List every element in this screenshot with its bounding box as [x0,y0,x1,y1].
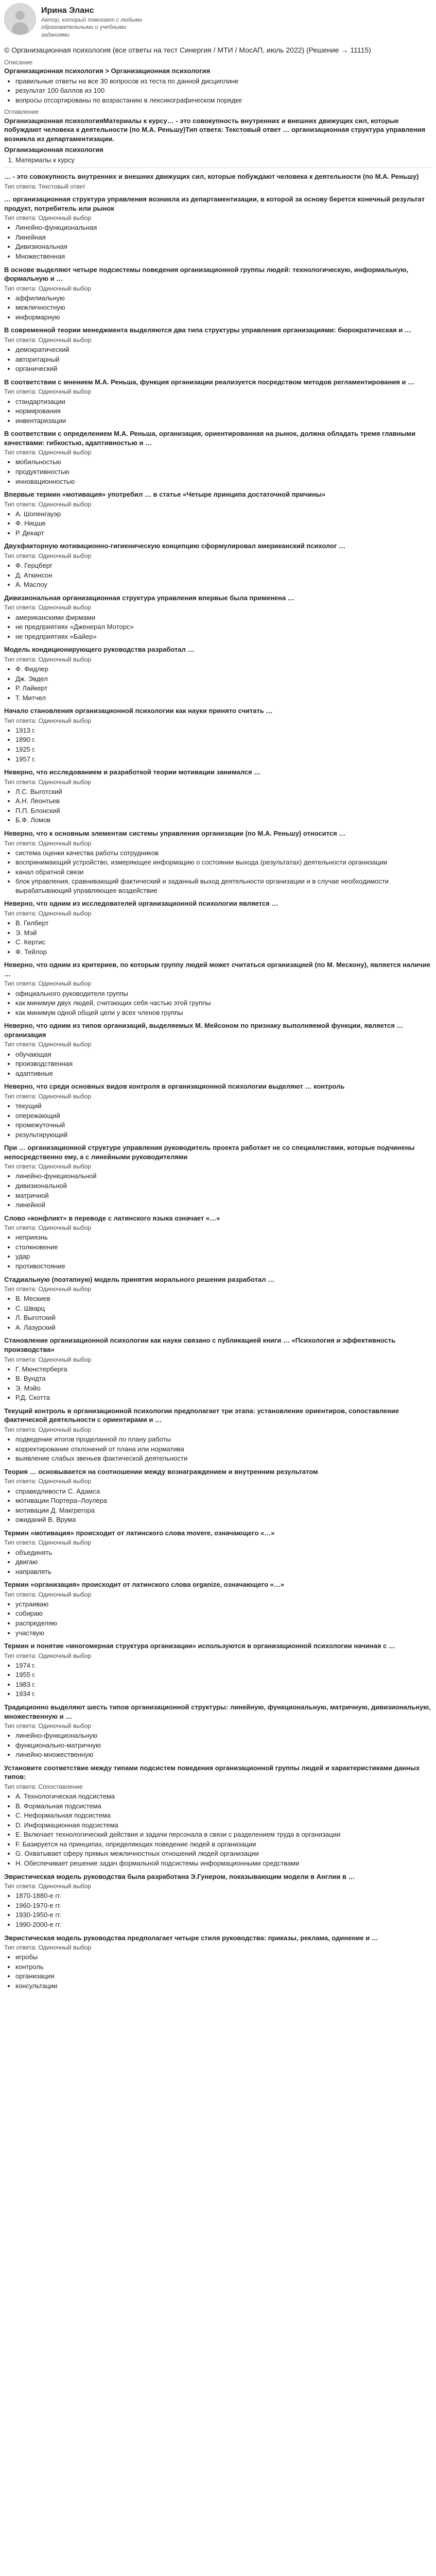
answer-option: • 1960-1970-е гг. [15,1901,432,1910]
answer-option: • противостояние [15,1262,432,1271]
answer-option: • не предприятиях «Байер» [15,632,432,641]
question-type: Тип ответа: Одиночный выбор [4,1722,92,1730]
question [4,1214,432,1271]
question [4,899,432,956]
answer-option: • консультации [15,1981,432,1991]
answer-option: • текущий [15,1101,432,1111]
question [4,594,432,641]
answer-option: • B. Формальная подсистема [15,1802,432,1811]
question-type: Тип ответа: Одиночный выбор [4,1355,92,1363]
answer-option: • межличностную [15,303,432,312]
answer-option: • Дж. Эвдел [15,674,432,684]
question-title: Начало становления организационной психологии как науки принято считать … [4,707,273,715]
answer-option: • демократический [15,345,432,354]
answer-option: • Линейная [15,233,432,242]
answer-option: • мотивации Д. Макгрегора [15,1506,432,1515]
answer-option: • 1957 г. [15,755,432,764]
question [4,265,432,322]
answer-option: • информарную [15,313,432,322]
answer-option: • обучающая [15,1050,432,1059]
question [4,1336,432,1402]
question-type: Тип ответа: Одиночный выбор [4,552,92,560]
answer-option: • Линейно-функциональная [15,223,432,232]
question [4,1082,432,1139]
question-type: Тип ответа: Одиночный выбор [4,1944,92,1952]
answer-option: • Г. Мюнстерберга [15,1365,432,1374]
answer-option: • блок управления, сравнивающий фактический и заданный выход деятельности организации и в случае необходимости вырабатывающий управляющее воздействие [15,877,432,895]
question-type: Тип ответа: Одиночный выбор [4,500,92,508]
answer-option: • объединять [15,1548,432,1557]
answer-option: • линейно-множественную [15,1750,432,1759]
answer-option: • устраиваю [15,1600,432,1609]
description-item: • вопросы отсортированы по возрастанию в лексикографическом порядке [15,96,432,105]
answer-options [4,561,432,589]
question-type: Тип ответа: Одиночный выбор [4,214,92,222]
answer-option: • С. Шварц [15,1304,432,1313]
answer-options [4,1792,432,1868]
question [4,829,432,895]
question-type: Тип ответа: Одиночный выбор [4,717,92,724]
answer-option: • В. Мескиев [15,1294,432,1303]
answer-option: • G. Охватывает сферу прямых межличностных отношений людей организации [15,1849,432,1858]
answer-options [4,787,432,825]
question-title: Термин «организация» происходит от латинского слова organize, означающего «…» [4,1581,285,1589]
answer-option: • 1955 г. [15,1670,432,1680]
answer-options [4,457,432,486]
answer-option: • воспринимающий устройство, измеряющее информацию о состоянии выхода (результатах) деятельности организации [15,858,432,867]
answer-option: • А.Н. Леонтьев [15,796,432,806]
question-title: Термин и понятие «многомерная структура организации» используются в организационной психологии начиная с … [4,1642,395,1650]
answer-option: • корректирование отклонений от плана или норматива [15,1445,432,1454]
answer-option: • подведение итогов проделанной по плану работы [15,1435,432,1444]
question-type: Тип ответа: Одиночный выбор [4,1285,92,1293]
answer-option: • стандартизации [15,397,432,406]
question [4,645,432,702]
answer-options [4,1435,432,1463]
answer-option: • авторитарный [15,355,432,364]
answer-options [4,1233,432,1270]
answer-options [4,989,432,1018]
answer-option: • промежуточный [15,1121,432,1130]
question-title: В соответствии с мнением М.А. Реньша, функция организации реализуется посредством методов регламентирования и … [4,378,415,386]
answer-option: • В. Гилберт [15,919,432,928]
question-title: Становление организационной психологии как науки связано с публикацией книги … «Психология и эффективность производства» [4,1336,396,1354]
answer-options [4,223,432,261]
question-type: Тип ответа: Одиночный выбор [4,655,92,663]
question [4,1406,432,1463]
answer-options [4,1600,432,1637]
question-title: Стадиальную (поэтапную) модель принятия морального решения разработал … [4,1275,275,1283]
divider [4,167,432,168]
question [4,429,432,486]
author-description: Автор, который помогает с любыми образовательными и учебными заданиями [41,16,143,39]
answer-option: • Ф. Тейлор [15,947,432,957]
answer-option: • Д. Аткинсон [15,571,432,580]
question-title: Неверно, что к основным элементам системы управления организации (по М.А. Реньшу) относится … [4,829,346,837]
answer-options [4,345,432,374]
answer-option: • A. Технологическая подсистема [15,1792,432,1801]
question-title: Впервые термин «мотивация» употребил … в статье «Четыре принципа достаточной причины» [4,490,326,499]
answer-option: • мобильностью [15,457,432,467]
question-title: При … организационной структуре управления руководитель проекта работает не со специалистами, которые подчинены непосредственно ему, а с линейными руководителями [4,1144,415,1161]
question [4,1275,432,1332]
answer-option: • двигаю [15,1557,432,1567]
answer-option: • 1934 г. [15,1689,432,1699]
question [4,768,432,825]
question-type: Тип ответа: Одиночный выбор [4,1478,92,1485]
author-name[interactable]: Ирина Эланс [41,6,94,15]
answer-option: • дивизиональной [15,1181,432,1191]
question [4,1641,432,1699]
question-title: Дивизиональная организационная структура управления впервые была применена … [4,594,294,602]
question-title: В соответствии с определением М.А. Реньша, организация, ориентированная на рынок, должна обладать тремя главными качествами: гибкостью, адаптивностью и … [4,430,416,447]
question-type: Тип ответа: Одиночный выбор [4,839,92,847]
question-type: Тип ответа: Одиночный выбор [4,1163,92,1171]
answer-option: • результирующий [15,1130,432,1140]
answer-options [4,1294,432,1332]
answer-option: • адаптивные [15,1069,432,1078]
answer-option: • инвентаризации [15,416,432,426]
answer-option: • собираю [15,1609,432,1618]
answer-option: • выявление слабых звеньев фактической деятельности [15,1454,432,1463]
answer-option: • Р.Д. Скотта [15,1393,432,1402]
question-type: Тип ответа: Одиночный выбор [4,778,92,786]
description-item: • результат 100 баллов из 100 [15,86,432,95]
answer-option: • Ф. Фидлер [15,665,432,674]
answer-option: • Л. Выготский [15,1313,432,1323]
question-title: … организационная структура управления возникла из департаментизации, в которой за основу берется конечный результат продукт, потребитель или рынок [4,195,425,212]
answer-option: • опережающий [15,1111,432,1121]
question-type: Тип ответа: Одиночный выбор [4,449,92,456]
answer-option: • линейной [15,1200,432,1210]
toc-list [4,156,432,165]
answer-option: • канал обратной связи [15,868,432,877]
answer-option: • 1870-1880-е гг. [15,1891,432,1901]
answer-option: • контроль [15,1962,432,1972]
question-type: Тип ответа: Одиночный выбор [4,1092,92,1100]
question-title: Модель кондиционирующего руководства разработал … [4,646,195,654]
answer-option: • органический [15,364,432,374]
answer-options [4,1891,432,1929]
answer-options [4,1365,432,1402]
question-type: Тип ответа: Одиночный выбор [4,1426,92,1434]
question-title: Неверно, что одним из критериев, по которым группу людей может считаться организацией (по М. Мескону), является наличие … [4,961,431,978]
question [4,1764,432,1868]
answer-option: • не предприятиях «Дженерал Моторс» [15,622,432,632]
answer-option: • D. Информационная подсистема [15,1821,432,1830]
answer-option: • столкновение [15,1243,432,1252]
answer-option: • игробы [15,1953,432,1962]
question-title: Слово «конфликт» в переводе с латинского языка означает «…» [4,1214,220,1222]
answer-option: • А. Маслоу [15,580,432,589]
question [4,1703,432,1759]
answer-option: • Т. Митчел [15,693,432,703]
question-type: Тип ответа: Одиночный выбор [4,604,92,612]
answer-option: • справедливости С. Адамса [15,1487,432,1496]
answer-option: • F. Базируется на принципах, определяющих поведение людей в организации [15,1840,432,1849]
answer-options [4,1953,432,1990]
description-item: • правильные ответы на все 30 вопросов из теста по данной дисциплине [15,77,432,86]
answer-option: • удар [15,1252,432,1261]
question-type: Тип ответа: Одиночный выбор [4,388,92,396]
answer-options [4,726,432,764]
answer-option: • участвую [15,1629,432,1638]
answer-option: • Р. Декарт [15,529,432,538]
question-title: Установите соответствие между типами подсистем поведения организационной группы людей и характеристиками данных типов: [4,1764,420,1781]
question [4,490,432,537]
answer-options [4,1661,432,1699]
answer-option: • ожиданий В. Врума [15,1515,432,1524]
question-type: Тип ответа: Сопоставление [4,1783,83,1791]
document-title: © Организационная психология (все ответы на тест Синергия / МТИ / МосАП, июль 2022) (Решение → 11115) [4,46,371,55]
question-title: В современной теории менеджмента выделяются два типа структуры управления организациями: бюрократическая и … [4,326,411,334]
question-title: Неверно, что одним из исследователей организационной психологии является … [4,900,278,908]
question [4,195,432,261]
question [4,1143,432,1209]
question-title: Неверно, что среди основных видов контроля в организационной психологии выделяют … контроль [4,1082,345,1091]
description-heading: Организационная психология > Организационная психология [4,67,211,75]
answer-option: • С. Кертис [15,938,432,947]
answer-option: • В. Вундта [15,1374,432,1383]
question [4,706,432,764]
answer-options [4,1487,432,1524]
answer-option: • 1990-2000-е гг. [15,1920,432,1929]
question-title: Неверно, что одним из типов организаций, выделяемых М. Мейсоном по признаку выполняемой функции, является … организация [4,1022,404,1039]
question [4,1934,432,1991]
question [4,541,432,589]
question-title: Эвристическая модель руководства предполагает четыре стиля руководства: приказы, реклама, одинение и … [4,1934,378,1942]
question-title: Текущий контроль в организационной психологии предполагает три этапа: установление ориентиров, сопоставление фактической деятельности с ориентирами и … [4,1406,399,1424]
question [4,960,432,1017]
answer-option: • направлять [15,1567,432,1577]
question-title: Неверно, что исследованием и разработкой теории мотивации занимался … [4,768,261,776]
question-title: Традиционно выделяют шесть типов организационной структуры: линейную, функциональную, матричную, дивизиональную, множественную и … [4,1703,431,1720]
description-list [4,77,432,105]
question [4,378,432,425]
answer-option: • 1974 г. [15,1661,432,1670]
question [4,1021,432,1078]
answer-option: • E. Включает технологический действия и задачи персонала в связи с разделением труда в организации [15,1830,432,1839]
answer-option: • распределяю [15,1619,432,1628]
question-title: … - это совокупность внутренних и внешних движущих сил, которые побуждают человека к деятельности (по М.А. Реньшу) [4,173,419,181]
answer-option: • Р. Лайкерт [15,684,432,693]
author-info [41,3,154,39]
answer-options [4,1731,432,1759]
question-type: Тип ответа: Одиночный выбор [4,284,92,292]
answer-options [4,294,432,322]
answer-option: • линейно-функциональную [15,1731,432,1740]
answer-option: • C. Неформальная подсистема [15,1811,432,1820]
question-type: Тип ответа: Одиночный выбор [4,1652,92,1659]
question [4,1872,432,1929]
question-type: Тип ответа: Одиночный выбор [4,1883,92,1890]
toc-item[interactable]: 1. Материалы к курсу [15,156,432,165]
question [4,1580,432,1637]
question-type: Тип ответа: Одиночный выбор [4,1041,92,1048]
answer-option: • система оценки качества работы сотрудников [15,849,432,858]
question-title: Теория … основывается на соотношении между вознаграждением и внутренним результатом [4,1467,318,1476]
answer-option: • Ф. Герцберг [15,561,432,570]
answer-option: • организация [15,1972,432,1981]
author-block [4,2,432,42]
answer-options [4,849,432,895]
answer-options [4,1101,432,1139]
question [4,1467,432,1524]
question [4,1529,432,1576]
description-label: Описание [4,59,33,66]
answer-option: • американскими фирмами [15,613,432,622]
answer-option: • инновационностью [15,477,432,486]
avatar[interactable] [4,3,36,35]
question-type: Тип ответа: Текстовый ответ [4,182,86,190]
answer-option: • 1890 г. [15,735,432,744]
answer-option: • 1930-1950-е гг. [15,1910,432,1920]
answer-options [4,510,432,538]
answer-options [4,1172,432,1209]
answer-option: • продуктивностью [15,467,432,477]
answer-option: • матричной [15,1191,432,1200]
answer-option: • производственная [15,1059,432,1069]
answer-option: • неприязнь [15,1233,432,1242]
answer-option: • аффилиальную [15,294,432,303]
answer-option: • функционально-матричную [15,1741,432,1750]
answer-option: • А. Лазурский [15,1323,432,1332]
question-type: Тип ответа: Одиночный выбор [4,1590,92,1598]
question-title: Эвристическая модель руководства была разработана Э.Гунером, показывающим модели в Англии в … [4,1872,355,1880]
answer-option: • П.П. Блонский [15,806,432,816]
answer-options [4,919,432,956]
question-type: Тип ответа: Одиночный выбор [4,336,92,344]
answer-option: • Ф. Ницше [15,519,432,528]
answer-option: • Дивизиональная [15,242,432,251]
question-title: В основе выделяют четыре подсистемы поведения организационной группы людей: технологическую, информальную, формальную и … [4,265,409,283]
answer-options [4,397,432,426]
question [4,326,432,373]
answer-option: • Л.С. Выготский [15,787,432,796]
answer-option: • А. Шопенгауэр [15,510,432,519]
answer-option: • Б.Ф. Ломов [15,816,432,825]
question-type: Тип ответа: Одиночный выбор [4,980,92,988]
answer-option: • H. Обеспечивает решение задач формальной подсистемы информационными средствами [15,1859,432,1868]
question-type: Тип ответа: Одиночный выбор [4,910,92,918]
toc-subheading: Организационная психология [4,146,103,154]
answer-option: • как минимум одной общей цели у всех членов группы [15,1008,432,1018]
toc-label: Оглавление [4,108,39,116]
toc-heading: Организационная психологияМатериалы к курсу… - это совокупность внутренних и внешних движущих сил, которые побуждают человека к деятельности (по М.А. Реньшу)Тип ответа: Текстовый ответ … организационная структура управления возникла из департаментизации. [4,116,426,143]
answer-options [4,1050,432,1078]
question-title: Термин «мотивация» происходит от латинского слова movere, означающего «…» [4,1529,275,1537]
question-title: Двухфакторную мотивационно-гигиеническую концепцию сформулировал американский психолог … [4,542,346,550]
answer-options [4,1548,432,1577]
answer-option: • мотивации Портера–Лоулера [15,1496,432,1505]
answer-option: • 1913 г. [15,726,432,735]
answer-options [4,665,432,702]
answer-option: • линейно-функциональной [15,1172,432,1181]
question-type: Тип ответа: Одиночный выбор [4,1224,92,1232]
questions-list [4,172,432,1990]
question-type: Тип ответа: Одиночный выбор [4,1539,92,1547]
answer-option: • Э. Мэй [15,928,432,938]
answer-option: • нормирования [15,406,432,416]
answer-option: • как минимум двух людей, считающих себя частью этой группы [15,998,432,1008]
answer-option: • Э. Мэйо [15,1384,432,1393]
question [4,172,432,191]
answer-option: • 1925 г. [15,745,432,754]
answer-option: • Множественная [15,252,432,261]
answer-options [4,613,432,641]
answer-option: • 1983 г. [15,1680,432,1689]
answer-option: • официального руководителя группы [15,989,432,998]
